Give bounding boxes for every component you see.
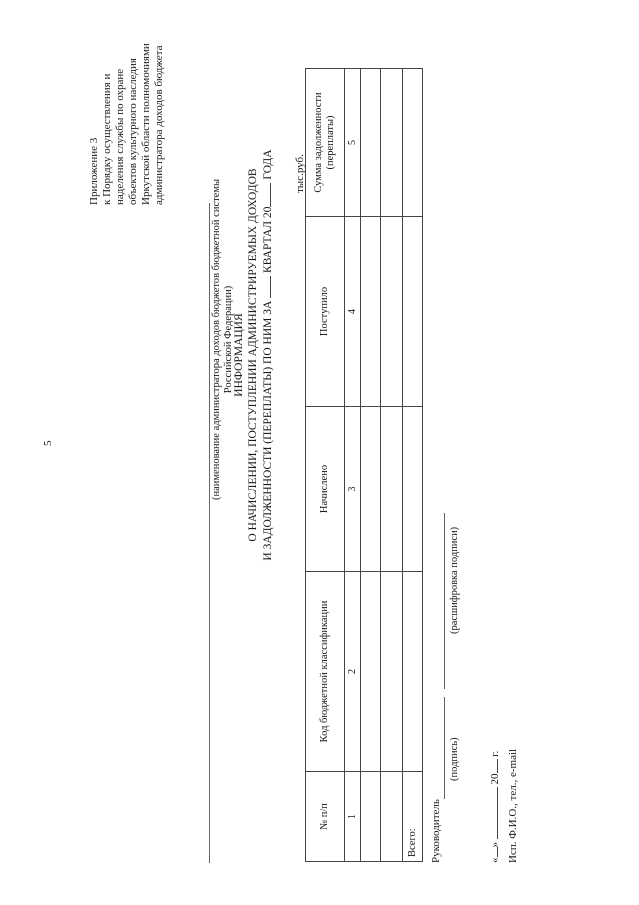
- title-line2: О НАЧИСЛЕНИИ, ПОСТУПЛЕНИИ АДМИНИСТРИРУЕМЫХ ДОХОДОВ: [247, 168, 260, 542]
- header-cell: Начислено: [306, 407, 345, 572]
- title-line3-part3: ГОДА: [262, 149, 275, 180]
- appendix-line: Приложение 3: [88, 137, 100, 205]
- table-cell: [403, 407, 423, 572]
- appendix-line: администратора доходов бюджета: [152, 45, 165, 205]
- appendix-note: [88, 43, 166, 205]
- title-line3-part1: И ЗАДОЛЖЕННОСТИ (ПЕРЕПЛАТЫ) ПО НИМ ЗА: [262, 300, 275, 561]
- table-cell: [403, 217, 423, 407]
- admin-caption-line1: (наименование администратора доходов бюджетов бюджетной системы: [211, 178, 222, 500]
- appendix-line: к Порядку осуществления и: [100, 73, 113, 205]
- appendix-line: объектов культурного наследия: [126, 58, 139, 205]
- date-open-quote: «: [489, 857, 501, 863]
- table-cell: [361, 407, 381, 572]
- column-number-cell: 4: [345, 217, 361, 407]
- title-line3-part2: КВАРТАЛ 20: [262, 206, 275, 273]
- table-cell: [361, 772, 381, 862]
- day-blank: [487, 848, 498, 858]
- column-number-row: [345, 69, 361, 862]
- table-row: [361, 69, 381, 862]
- column-number-cell: 2: [345, 572, 361, 772]
- date-close-quote: »: [489, 842, 501, 848]
- year-blank: [487, 760, 498, 774]
- table-cell: [381, 217, 403, 407]
- head-label: Руководитель: [430, 799, 442, 863]
- date-year-suffix: г.: [489, 750, 501, 757]
- table-cell: [361, 217, 381, 407]
- signature-decode-caption: (расшифровка подписи): [449, 526, 460, 634]
- table-cell: [361, 572, 381, 772]
- table-cell: [361, 69, 381, 217]
- date-line: [487, 751, 501, 863]
- title-line1: ИНФОРМАЦИЯ: [233, 313, 245, 397]
- table-cell: [403, 572, 423, 772]
- column-number-cell: 5: [345, 69, 361, 217]
- page-number: 5: [42, 440, 54, 446]
- info-table: [305, 68, 423, 862]
- table-row: [381, 69, 403, 862]
- table-cell: [381, 407, 403, 572]
- admin-name-underline: [209, 203, 210, 863]
- total-label: Всего:: [403, 772, 423, 862]
- admin-caption-line2: Российской Федерации): [223, 285, 235, 394]
- table-cell: [381, 69, 403, 217]
- date-year-prefix: 20: [489, 773, 501, 785]
- table-cell: [381, 572, 403, 772]
- signature-line: [444, 697, 445, 799]
- signature-decode-line: [444, 513, 445, 689]
- table-cell: [381, 772, 403, 862]
- table-header-row: [306, 69, 345, 862]
- units-label: тыс.руб.: [294, 154, 306, 193]
- column-number-cell: 3: [345, 407, 361, 572]
- contact-info: Исп. Ф.И.О., тел., e-mail: [507, 748, 519, 863]
- signature-caption: (подпись): [449, 737, 460, 781]
- year-blank: [260, 183, 271, 207]
- quarter-blank: [260, 276, 271, 298]
- appendix-line: наделения службы по охране: [113, 68, 126, 205]
- month-blank: [487, 787, 498, 839]
- header-cell: Сумма задолженности (переплаты): [306, 69, 345, 217]
- total-row: [403, 69, 423, 862]
- table-cell: [403, 69, 423, 217]
- header-cell: Поступило: [306, 217, 345, 407]
- appendix-line: Иркутской области полномочиями: [139, 43, 152, 205]
- column-number-cell: 1: [345, 772, 361, 862]
- document-title: [232, 105, 275, 605]
- header-cell: Код бюджетной классификации: [306, 572, 345, 772]
- header-cell: № п/п: [306, 772, 345, 862]
- title-line3: [260, 105, 275, 605]
